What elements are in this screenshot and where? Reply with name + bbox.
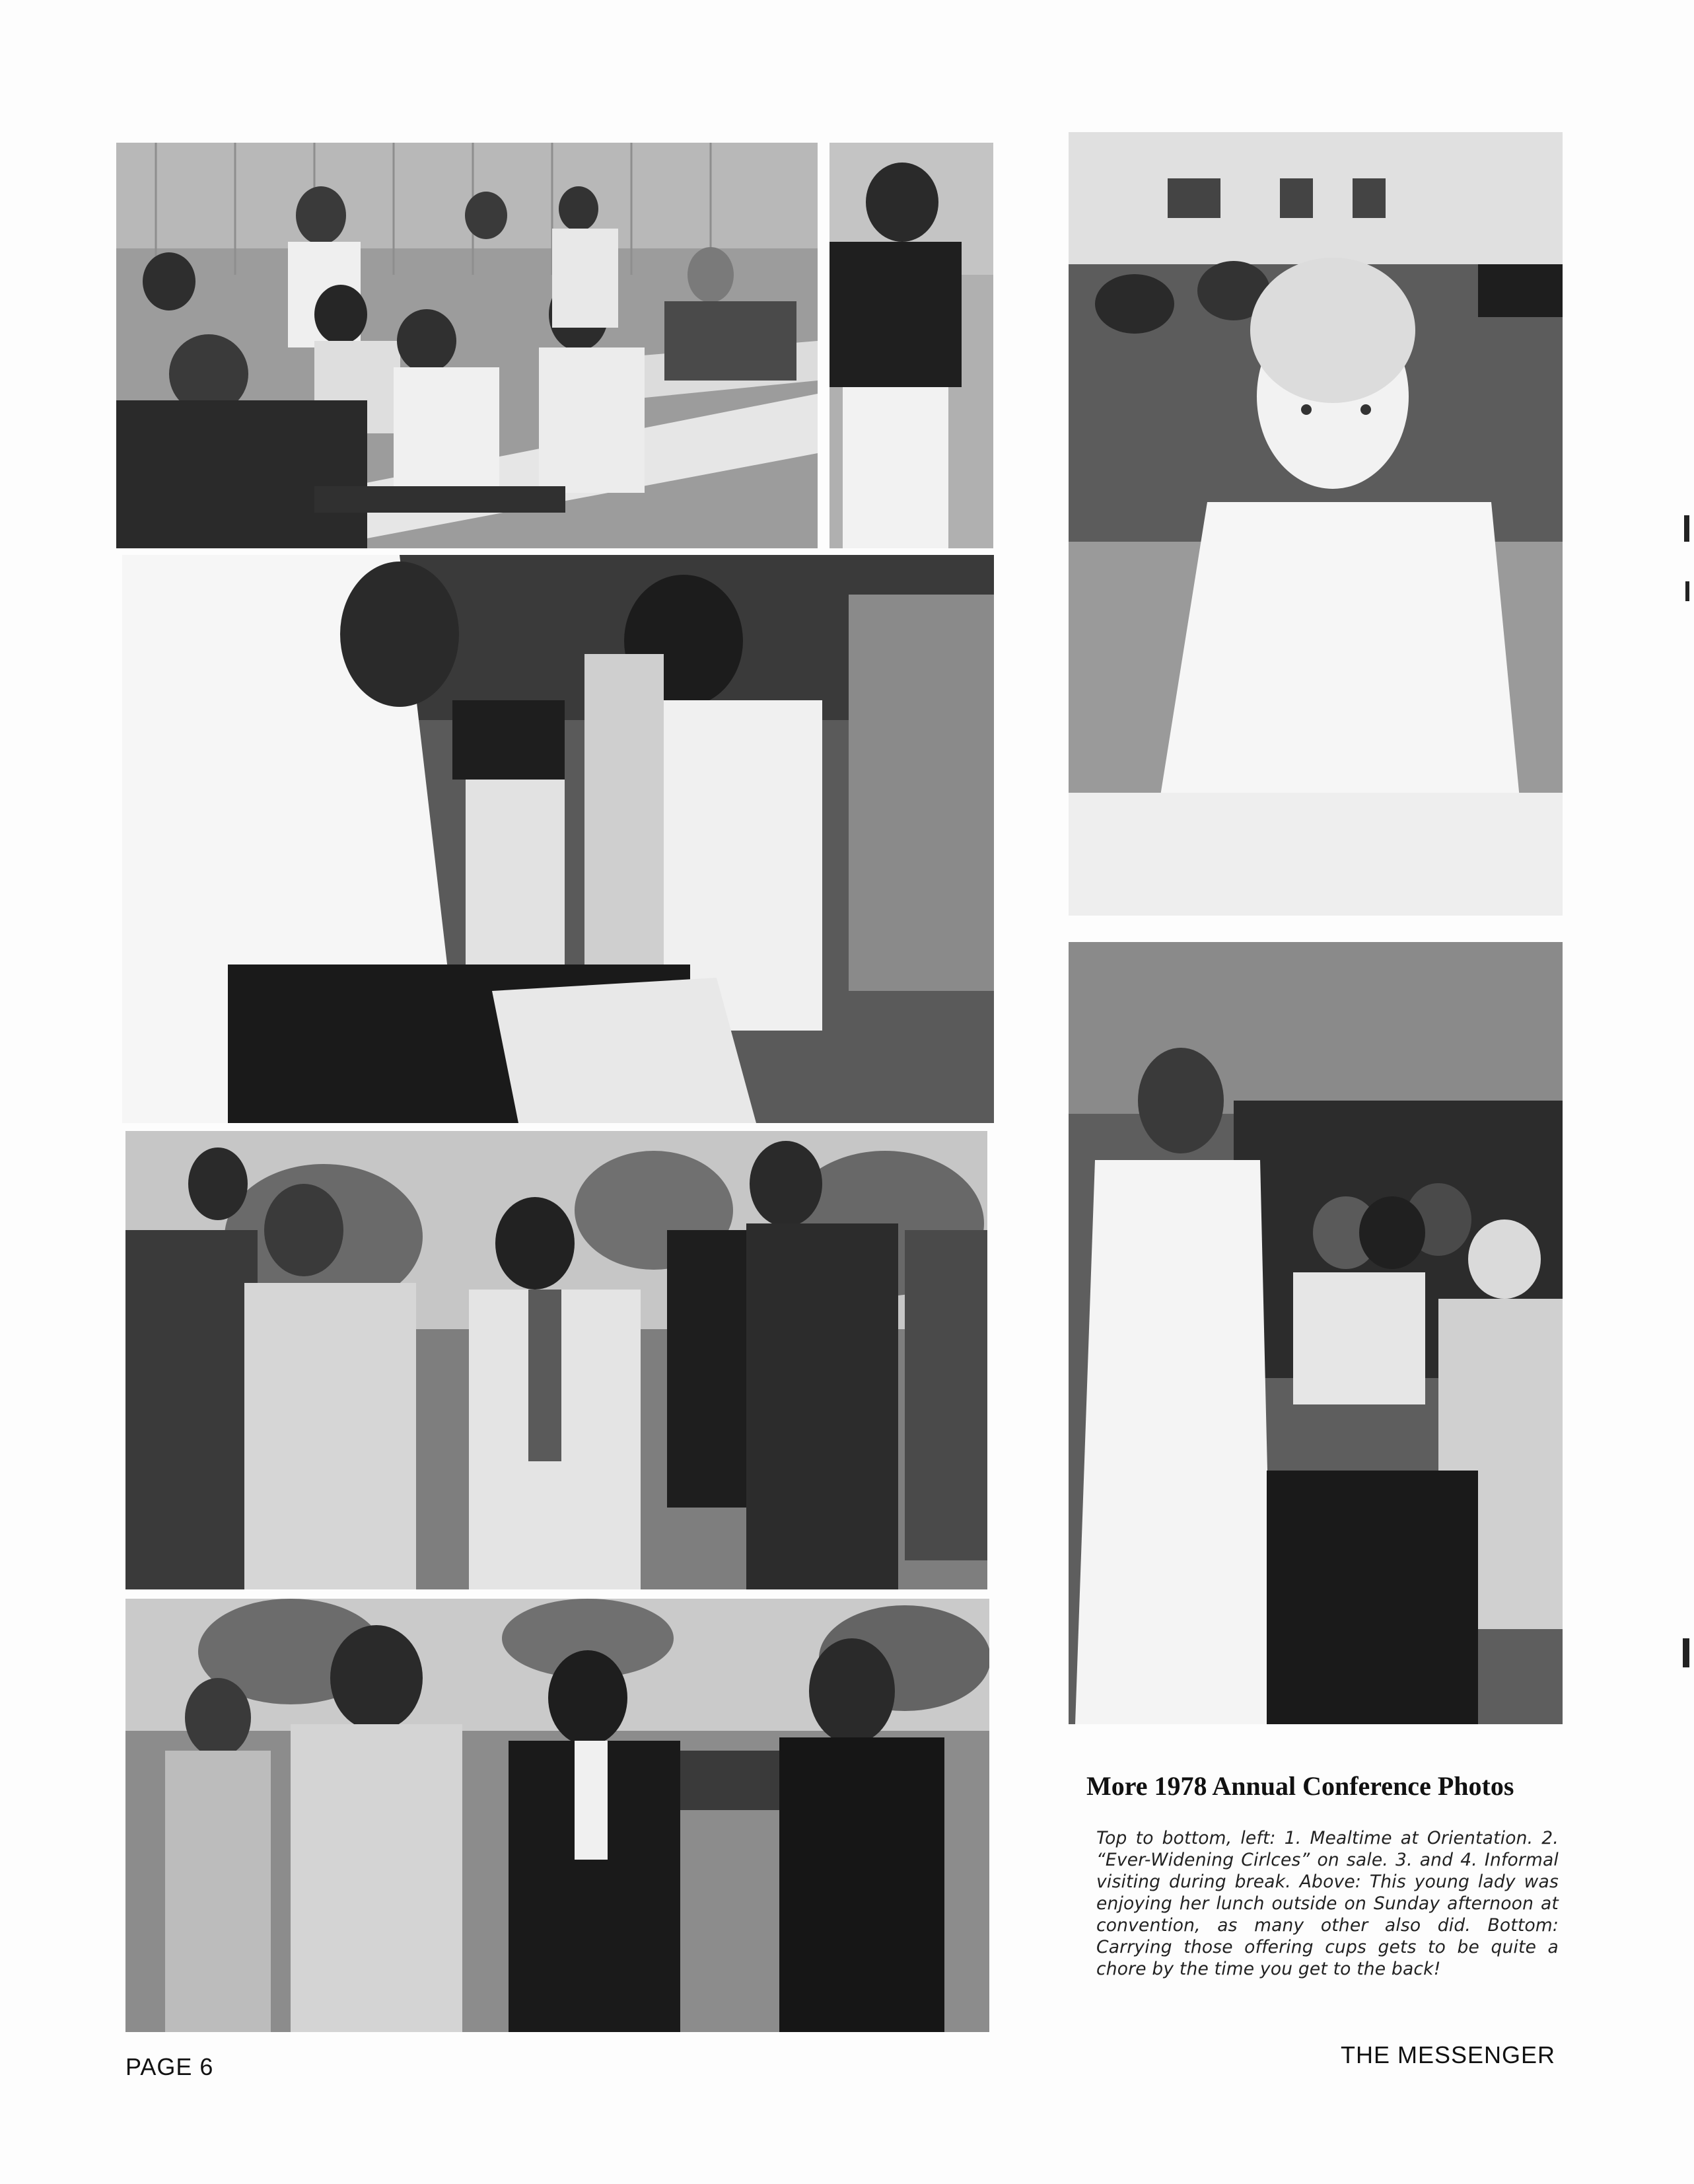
scan-edge-mark: [1685, 581, 1689, 601]
scan-edge-mark: [1684, 515, 1689, 542]
photo-book-sale: [122, 555, 994, 1123]
photo-mealtime-orientation: [116, 143, 818, 548]
photo-mealtime-orientation-right: [829, 143, 993, 548]
photo-young-lady-lunch: [1069, 132, 1563, 916]
photo-informal-visiting-2: [125, 1599, 989, 2032]
caption-body: Top to bottom, left: 1. Mealtime at Orientation. 2. “Ever-Widening Cirlces” on sale. 3. and 4. Informal visiting during break. Above: This young lady was enjoying her lunch outside on Sunday afternoon at convention, as many other also did. Bottom: Carrying those offering cups gets to be quite a chore by the time you get to the back!: [1096, 1828, 1559, 1979]
page-number: PAGE 6: [125, 2053, 214, 2080]
scan-edge-mark: [1683, 1638, 1689, 1667]
publication-name: THE MESSENGER: [1341, 2041, 1556, 2068]
photo-informal-visiting-1: [125, 1131, 987, 1589]
caption-title: More 1978 Annual Conference Photos: [1086, 1771, 1514, 1801]
photo-offering-cups: [1069, 942, 1563, 1724]
